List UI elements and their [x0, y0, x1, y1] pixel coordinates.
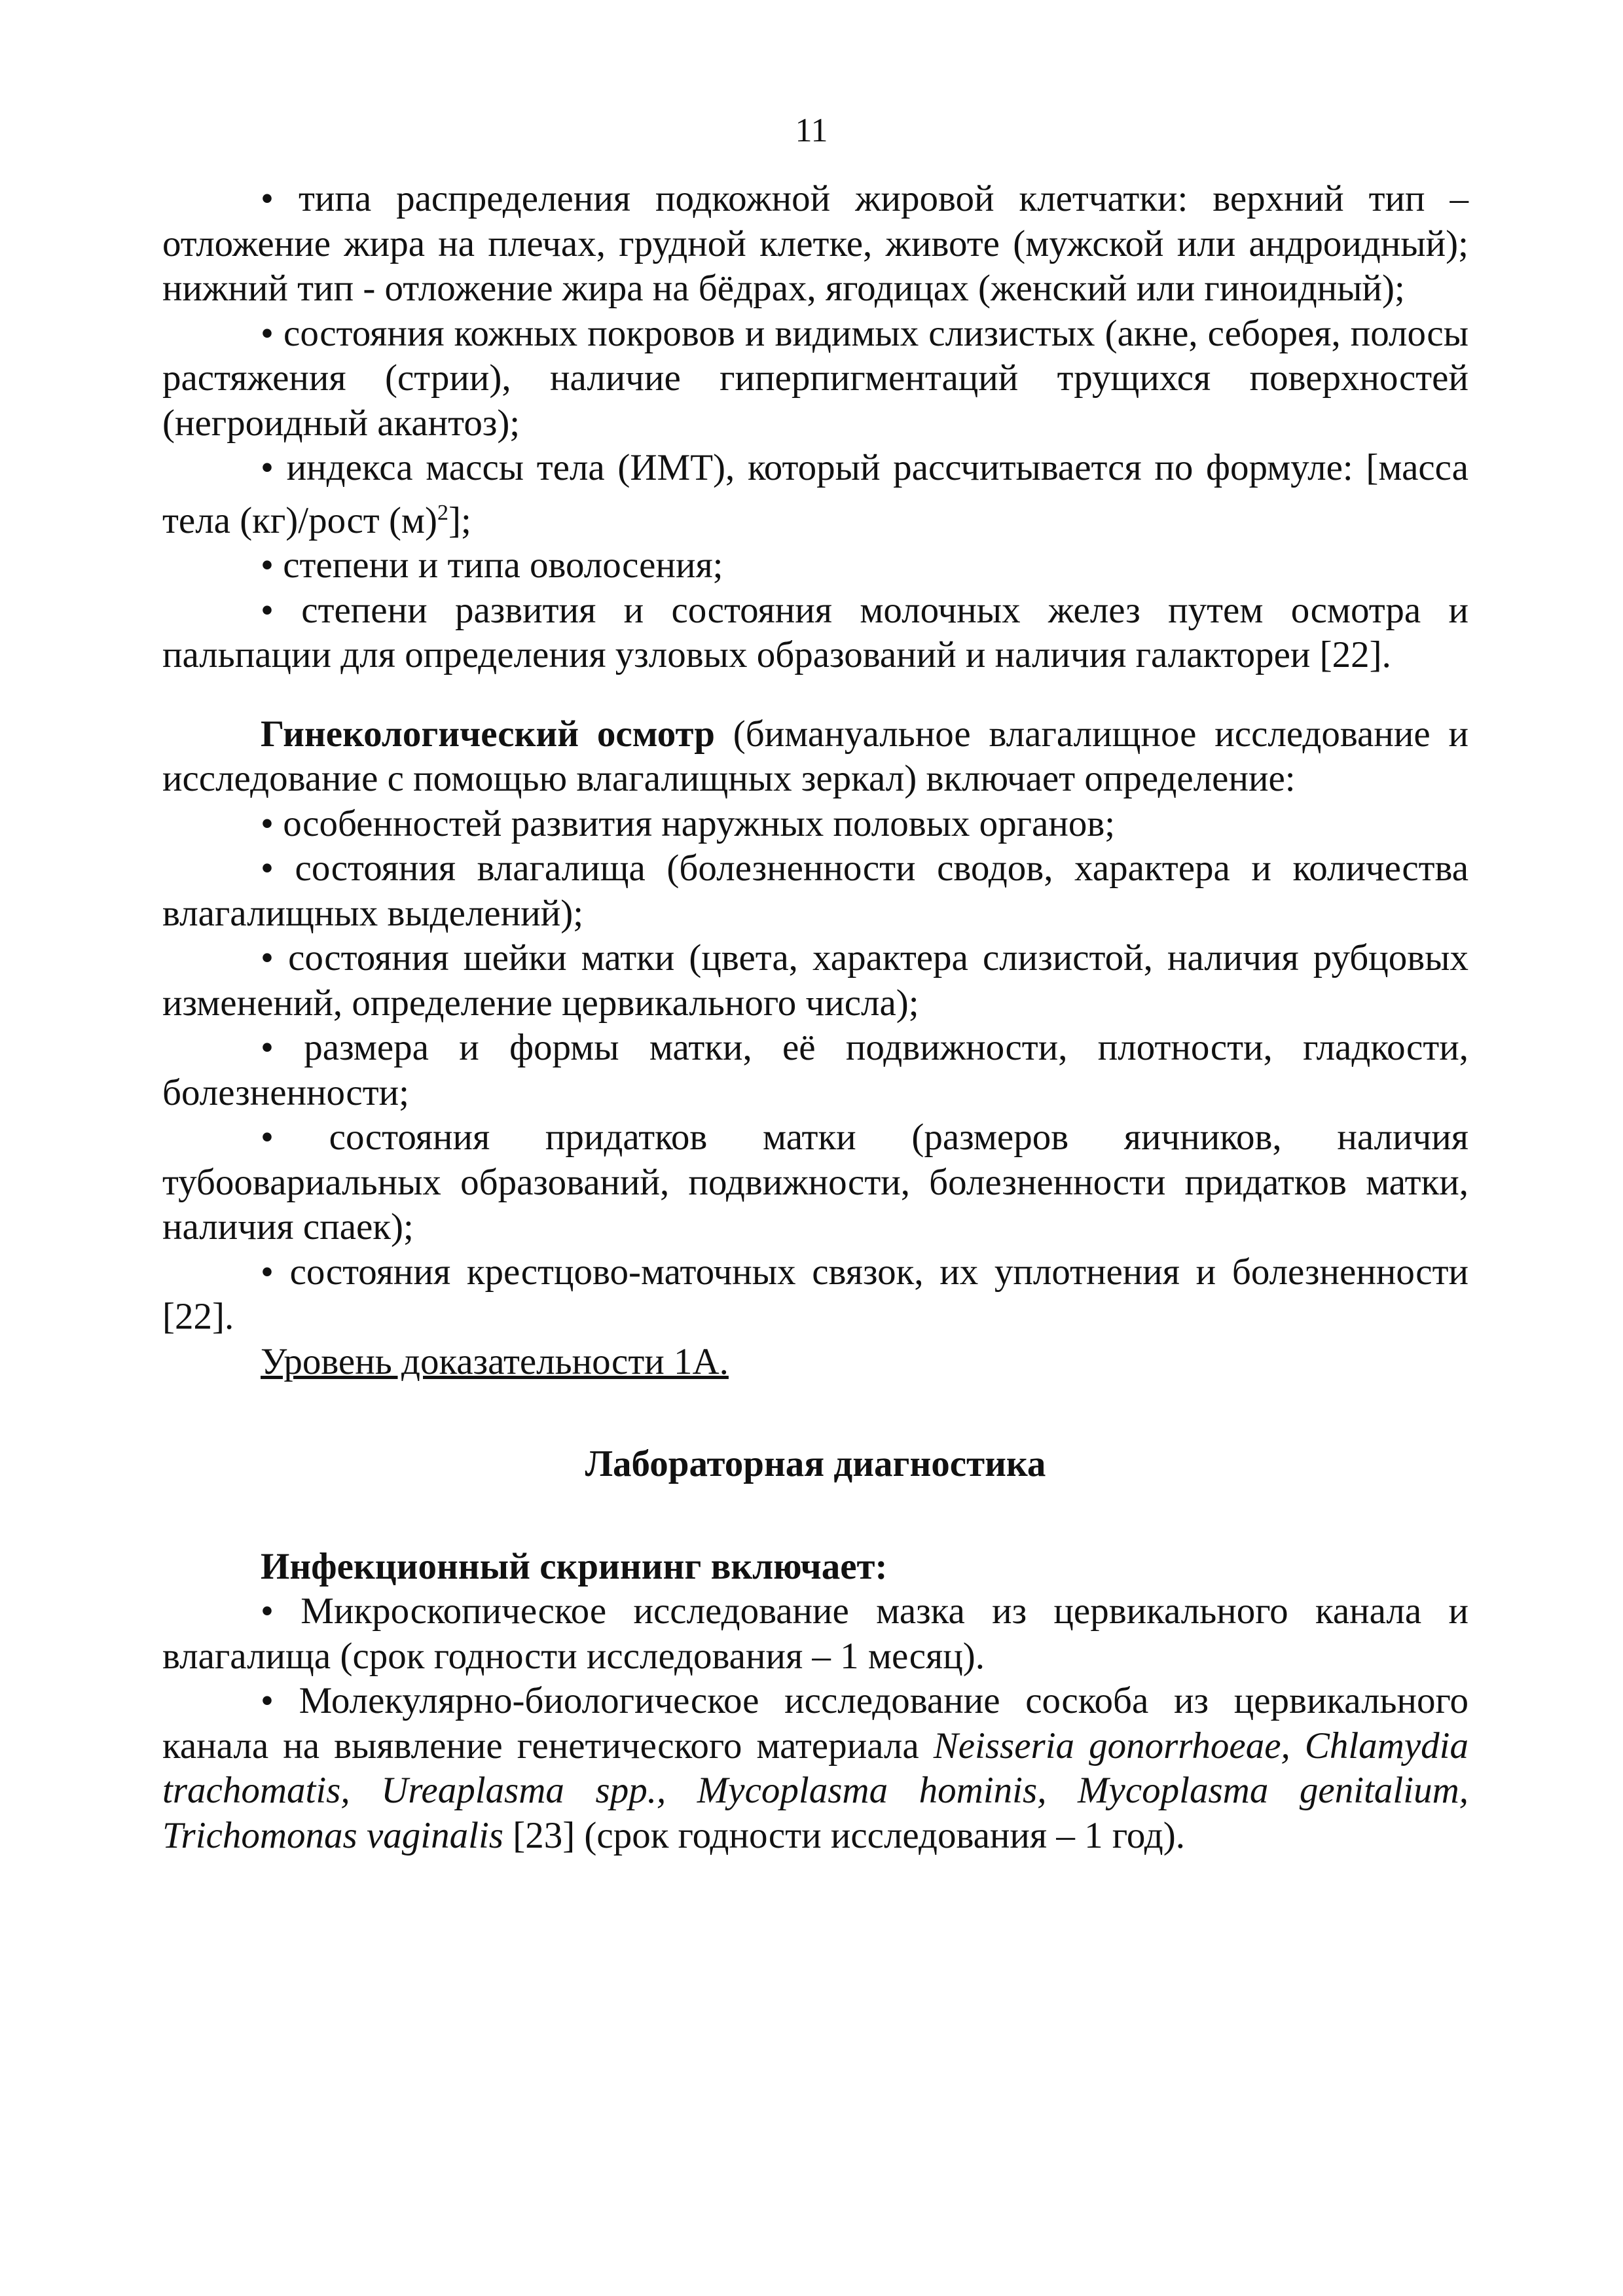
gyn-item-cervix: • состояния шейки матки (цвета, характера слизистой, наличия рубцовых изменений, определение цервикального числа);: [162, 936, 1468, 1026]
gyn-item-vagina: • состояния влагалища (болезненности сводов, характера и количества влагалищных выделений);: [162, 846, 1468, 936]
bmi-text-end: ];: [448, 499, 471, 541]
infection-screening-heading: Инфекционный скрининг включает:: [261, 1545, 888, 1587]
gyn-exam-description: (бимануальное влагалищное исследование и исследование с помощью влагалищных зеркал) включает определение:: [162, 713, 1468, 799]
bmi-text: индекса массы тела (ИМТ), который рассчитывается по формуле: [масса тела (кг)/рост (м): [162, 447, 1468, 541]
lab-diagnostics-heading: Лабораторная диагностика: [585, 1443, 1046, 1484]
bmi-superscript: 2: [437, 500, 448, 525]
exam-item-bmi: [162, 446, 1468, 543]
exam-item-fat-distribution: • типа распределения подкожной жировой клетчатки: верхний тип – отложение жира на плечах, грудной клетке, животе (мужской или андроидный); нижний тип - отложение жира на бёдрах, ягодицах (женский или гиноидный);: [162, 177, 1468, 312]
evidence-level-line: [162, 1340, 1468, 1385]
gyn-item-ligaments: • состояния крестцово-маточных связок, их уплотнения и болезненности [22].: [162, 1250, 1468, 1340]
gyn-item-external: • особенностей развития наружных половых органов;: [162, 802, 1468, 847]
page-number: 11: [795, 112, 828, 149]
gyn-item-uterus: • размера и формы матки, её подвижности, плотности, гладкости, болезненности;: [162, 1026, 1468, 1115]
infection-item-molecular: [162, 1679, 1468, 1858]
molecular-suffix: [23] (срок годности исследования – 1 год).: [503, 1814, 1185, 1856]
gyn-exam-intro: [162, 712, 1468, 802]
organism-list: Neisseria gonorrhoeae, Chlamydia trachomatis, Ureaplasma spp., Mycoplasma hominis, Mycoplasma genitalium, Trichomonas vaginalis: [162, 1725, 1468, 1856]
gyn-item-adnexa: • состояния придатков матки (размеров яичников, наличия тубоовариальных образований, подвижности, болезненности придатков матки, наличия спаек);: [162, 1115, 1468, 1250]
page-content: [162, 177, 1468, 1858]
infection-item-microscopy: • Микроскопическое исследование мазка из цервикального канала и влагалища (срок годности исследования – 1 месяц).: [162, 1589, 1468, 1679]
exam-item-hair: • степени и типа оволосения;: [162, 543, 1468, 588]
exam-item-skin: • состояния кожных покровов и видимых слизистых (акне, себорея, полосы растяжения (стрии), наличие гиперпигментаций трущихся поверхностей (негроидный акантоз);: [162, 312, 1468, 446]
gyn-exam-title: Гинекологический осмотр: [261, 713, 715, 755]
evidence-level: Уровень доказательности 1А.: [261, 1340, 729, 1382]
molecular-prefix: Молекулярно-биологическое исследование соскоба из цервикального канала на выявление генетического материала: [162, 1680, 1468, 1767]
exam-item-breast: • степени развития и состояния молочных желез путем осмотра и пальпации для определения узловых образований и наличия галактореи [22].: [162, 588, 1468, 678]
